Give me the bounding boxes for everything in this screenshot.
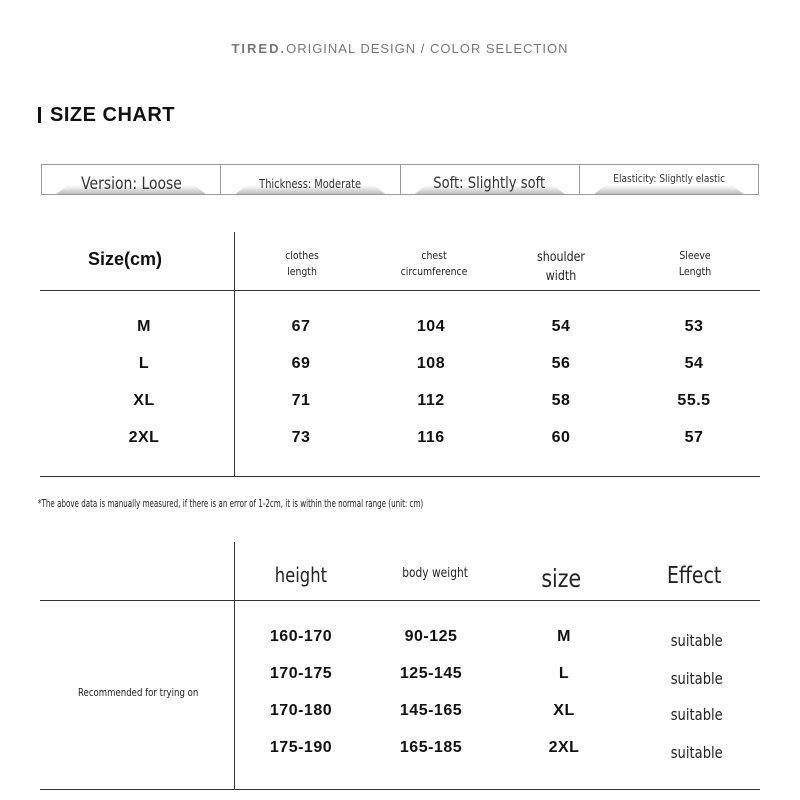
brand-subtitle: ORIGINAL DESIGN / COLOR SELECTION xyxy=(286,41,569,56)
value-cell: 67 xyxy=(291,318,311,335)
value-cell: 55.5 xyxy=(677,392,711,409)
size-cell: XL xyxy=(553,702,575,719)
fabric-properties xyxy=(41,164,759,195)
header-line: width xyxy=(545,269,577,284)
value-cell: 108 xyxy=(416,355,446,372)
recommend-row-label-text: Recommended for trying on xyxy=(77,686,199,699)
value-cell: 116 xyxy=(417,429,445,446)
effect-text: suitable xyxy=(670,743,724,762)
size-cell: XL xyxy=(133,392,155,409)
value-cell: 60 xyxy=(551,429,571,446)
column-header-height xyxy=(251,563,351,587)
value-cell: 54 xyxy=(684,355,704,372)
height-cell: 175-190 xyxy=(269,739,333,756)
header-line: Length xyxy=(678,265,712,278)
recommend-row-label xyxy=(40,686,236,699)
size-cell: M xyxy=(137,318,151,335)
weight-cell: 90-125 xyxy=(404,628,458,645)
header-line: clothes xyxy=(285,249,319,262)
value-cell: 58 xyxy=(551,392,571,409)
weight-cell: 145-165 xyxy=(399,702,463,719)
size-column-header: Size(cm) xyxy=(88,249,163,269)
column-header-size xyxy=(516,564,606,593)
header-text: size xyxy=(541,564,581,593)
brand-name: TIRED. xyxy=(231,41,287,56)
value-cell: 112 xyxy=(417,392,445,409)
effect-text: suitable xyxy=(670,705,724,724)
size-cell: 2XL xyxy=(128,429,160,446)
table-divider xyxy=(40,290,760,291)
brand-header xyxy=(0,41,800,56)
value-cell: 73 xyxy=(291,429,311,446)
effect-cell xyxy=(652,631,742,650)
size-cell: M xyxy=(557,628,571,645)
column-header-body-weight xyxy=(380,566,490,581)
header-line: shoulder xyxy=(537,250,585,265)
header-line: chest xyxy=(421,249,447,262)
header-text: body weight xyxy=(402,566,468,581)
effect-text: suitable xyxy=(670,669,724,688)
property-label: Thickness: Moderate xyxy=(259,176,362,191)
value-cell: 69 xyxy=(291,355,311,372)
property-version xyxy=(42,165,221,194)
table-divider xyxy=(234,232,235,477)
table-divider xyxy=(40,789,760,790)
header-line: circumference xyxy=(400,265,468,278)
property-label: Elasticity: Slightly elastic xyxy=(612,172,725,185)
title-bar xyxy=(38,107,41,123)
effect-text: suitable xyxy=(670,631,724,650)
height-cell: 170-175 xyxy=(269,665,333,682)
size-cell: 2XL xyxy=(548,739,580,756)
value-cell: 56 xyxy=(551,355,571,372)
column-header-shoulder xyxy=(516,248,606,286)
column-header-effect xyxy=(644,563,744,589)
value-cell: 54 xyxy=(551,318,571,335)
section-title-text: SIZE CHART xyxy=(50,104,175,126)
effect-cell xyxy=(652,669,742,688)
column-header-chest xyxy=(374,248,494,280)
size-cell: L xyxy=(138,355,150,372)
property-elasticity xyxy=(580,165,758,194)
table-divider xyxy=(40,600,760,601)
height-cell: 170-180 xyxy=(269,702,333,719)
property-shade xyxy=(594,185,744,194)
header-line: length xyxy=(287,265,317,278)
header-line: Sleeve xyxy=(679,249,711,262)
property-thickness xyxy=(221,165,400,194)
column-header-clothes-length xyxy=(257,248,347,280)
table-divider xyxy=(234,542,235,790)
property-softness xyxy=(401,165,580,194)
value-cell: 71 xyxy=(291,392,311,409)
value-cell: 104 xyxy=(416,318,446,335)
size-cell: L xyxy=(558,665,570,682)
section-title xyxy=(38,104,175,127)
header-text: Effect xyxy=(666,563,722,589)
weight-cell: 125-145 xyxy=(399,665,463,682)
header-text: height xyxy=(274,563,328,587)
measurement-note: *The above data is manually measured, if there is an error of 1-2cm, it is within the normal range (unit: cm) xyxy=(38,497,424,510)
table-divider xyxy=(40,476,760,477)
effect-cell xyxy=(652,743,742,762)
value-cell: 57 xyxy=(684,429,704,446)
height-cell: 160-170 xyxy=(269,628,333,645)
property-label: Version: Loose xyxy=(80,173,182,194)
effect-cell xyxy=(652,705,742,724)
column-header-sleeve xyxy=(650,248,740,280)
weight-cell: 165-185 xyxy=(399,739,463,756)
property-label: Soft: Slightly soft xyxy=(433,173,546,192)
value-cell: 53 xyxy=(684,318,704,335)
